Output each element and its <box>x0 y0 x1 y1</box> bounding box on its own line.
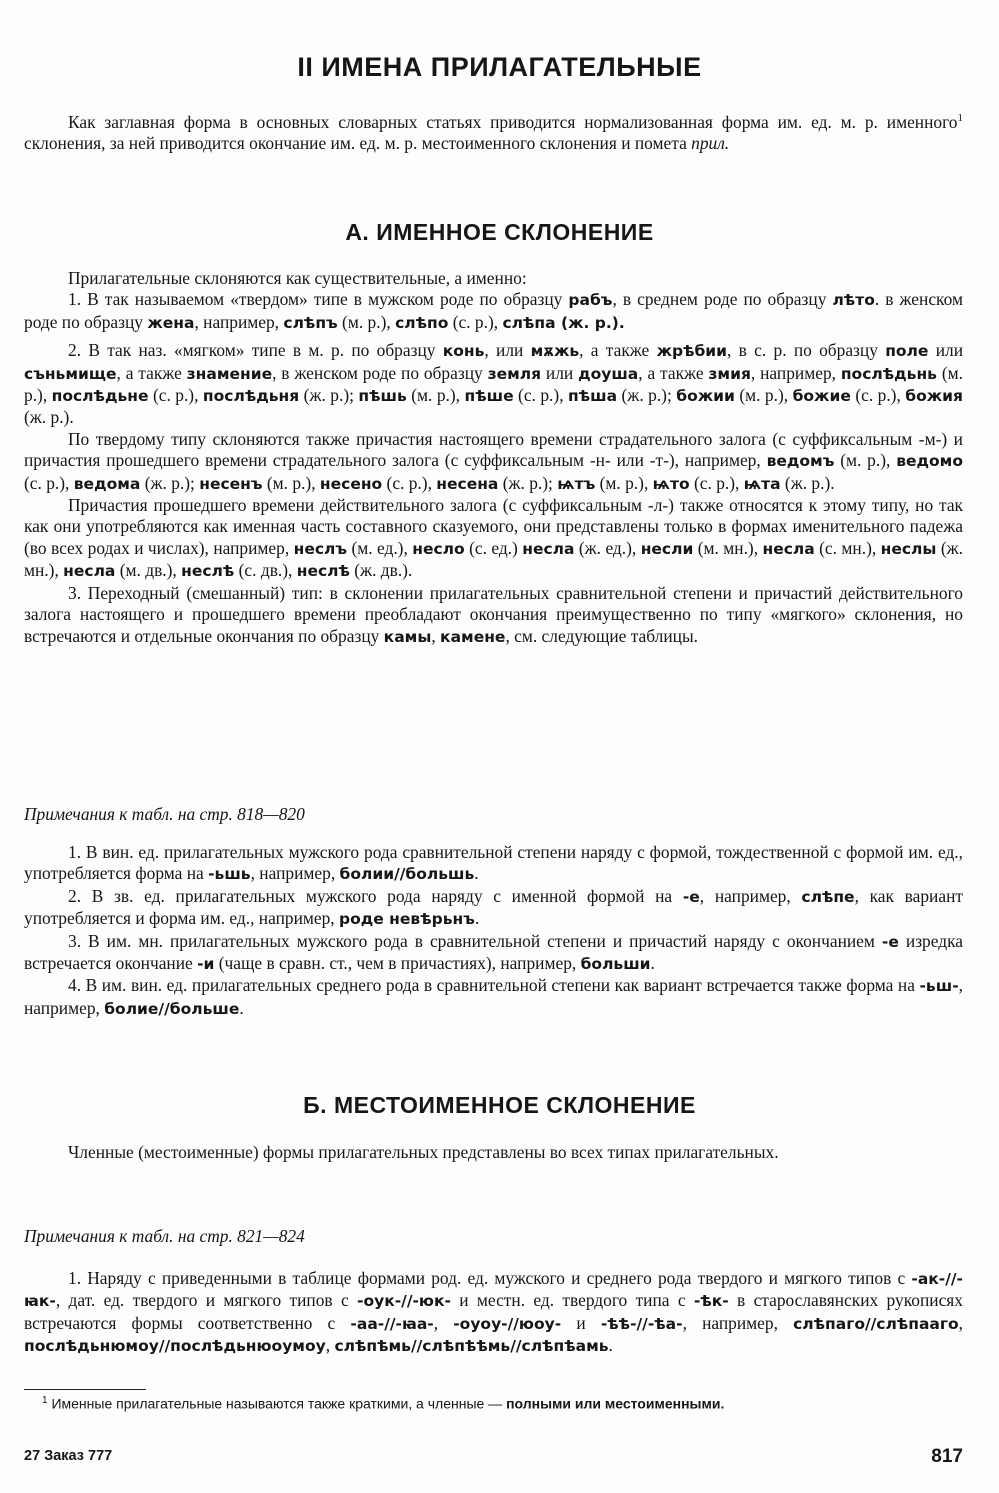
paragraph-participles-active: Причастия прошедшего времени действительного залога (с суффиксальным -л-) также относятся к этому типу, но так как они употребляются как именная часть составного сказуемого, они представлены только в формах именительного падежа (во всех родах и числах), например, неслъ (м. ед.), несло (с. ед.) несла (ж. ед.), несли (м. мн.), несла (с. мн.), неслы (ж. мн.), несла (м. дв.), неслѣ (с. дв.), неслѣ (ж. дв.). <box>24 495 963 581</box>
footnote-number: 1 <box>42 1395 48 1406</box>
paragraph-soft-type: 2. В так наз. «мягком» типе в м. р. по образцу конь, или мѫжь, а также жрѣбии, в с. р. по образцу поле или съньмище, а также знамение, в женском роде по образцу земля или доуша, а также змия, например, послѣдьнь (м. р.), послѣдьне (с. р.), послѣдьня (ж. р.); пѣшь (м. р.), пѣше (с. р.), пѣша (ж. р.); божии (м. р.), божие (с. р.), божия (ж. р.). <box>24 340 964 428</box>
footnote: $^1$ Именные прилагательные называются также краткими, а членные — полными или местоименными. <box>42 1395 725 1412</box>
note-item: 3. В им. мн. прилагательных мужского рода в сравнительной степени и причастий наряду с окончанием -е изредка встречается окончание -и (чаще в сравн. ст., чем в причастиях), например, больши. <box>24 930 963 974</box>
paragraph-mixed-type: 3. Переходный (смешанный) тип: в склонении прилагательных сравнительной степени и причастий действительного залога настоящего и прошедшего времени преобладают окончания преимущественно по типу «мягкого» склонения, но встречаются и отдельные окончания по образцу камы, камене, см. следующие таблицы. <box>24 582 963 646</box>
paragraph-participles-passive: По твердому типу склоняются также причастия настоящего времени страдательного залога (с суффиксальным -м-) и причастия прошедшего времени страдательного залога (с суффиксальным -н- или -т-), например, ведомъ (м. р.), ведомо (с. р.), ведома (ж. р.); несенъ (м. р.), несено (с. р.), несена (ж. р.); ѩтъ (м. р.), ѩто (с. р.), ѩта (ж. р.). <box>24 428 963 493</box>
section-a-body <box>24 268 963 648</box>
intro-paragraph <box>24 108 963 155</box>
intro-label-adj: прил. <box>691 133 730 154</box>
notes-821-824-body <box>24 1268 963 1358</box>
section-a-lead: Прилагательные склоняются как существительные, а именно: <box>68 268 527 288</box>
intro-text-2: склонения, за ней приводится окончание им. ед. м. р. местоименного склонения и помета <box>24 133 692 154</box>
footnote-marker: 1 <box>957 112 963 124</box>
section-b-body <box>24 1142 963 1163</box>
intro-text: Как заглавная форма в основных словарных статьях приводится нормализованная форма им. ед. м. р. именного <box>68 111 958 132</box>
section-b-lead: Членные (местоименные) формы прилагательных представлены во всех типах прилагательных. <box>68 1142 779 1162</box>
page-number: 817 <box>931 1446 963 1467</box>
paragraph-hard-type: 1. В так называемом «твердом» типе в мужском роде по образцу рабъ, в среднем роде по образцу лѣто. в женском роде по образцу жена, например, слѣпъ (м. р.), слѣпо (с. р.), слѣпа (ж. р.). <box>24 289 963 332</box>
page-title: II ИМЕНА ПРИЛАГАТЕЛЬНЫЕ <box>297 52 702 82</box>
print-order-mark: 27 Заказ 777 <box>24 1448 113 1464</box>
notes-818-820-body <box>24 842 963 1020</box>
note-item: 4. В им. вин. ед. прилагательных среднего рода в сравнительной степени как вариант встречается также форма на -ьш-, например, болие//больше. <box>24 975 963 1018</box>
section-b-title: Б. МЕСТОИМЕННОЕ СКЛОНЕНИЕ <box>303 1092 696 1118</box>
note-item: 1. Наряду с приведенными в таблице формами род. ед. мужского и среднего рода твердого и мягкого типов с -ак-//-ꙗк-, дат. ед. твердого и мягкого типов с -оук-//-юк- и местн. ед. твердого типа с -ѣк- в старославянских рукописях встречаются формы соответственно с -аа-//-ꙗа-, -оуоу-//юоу- и -ѣѣ-//-ѣа-, например, слѣпаго//слѣпааго, послѣдьнюмоу//послѣдьнюоумоу, слѣпѣмь//слѣпѣѣмь//слѣпѣамь. <box>24 1268 963 1356</box>
notes-heading-821-824: Примечания к табл. на стр. 821—824 <box>24 1226 305 1246</box>
footnote-divider <box>24 1389 146 1390</box>
note-item: 2. В зв. ед. прилагательных мужского рода наряду с именной формой на -е, например, слѣпе, как вариант употребляется и форма им. ед., например, роде невѣрьнъ. <box>24 885 963 929</box>
note-item: 1. В вин. ед. прилагательных мужского рода сравнительной степени наряду с формой, тождественной с формой им. ед., употребляется форма на -ьшь, например, болии//большь. <box>24 842 963 884</box>
section-a-title: А. ИМЕННОЕ СКЛОНЕНИЕ <box>345 219 654 245</box>
notes-heading-818-820: Примечания к табл. на стр. 818—820 <box>24 804 305 824</box>
